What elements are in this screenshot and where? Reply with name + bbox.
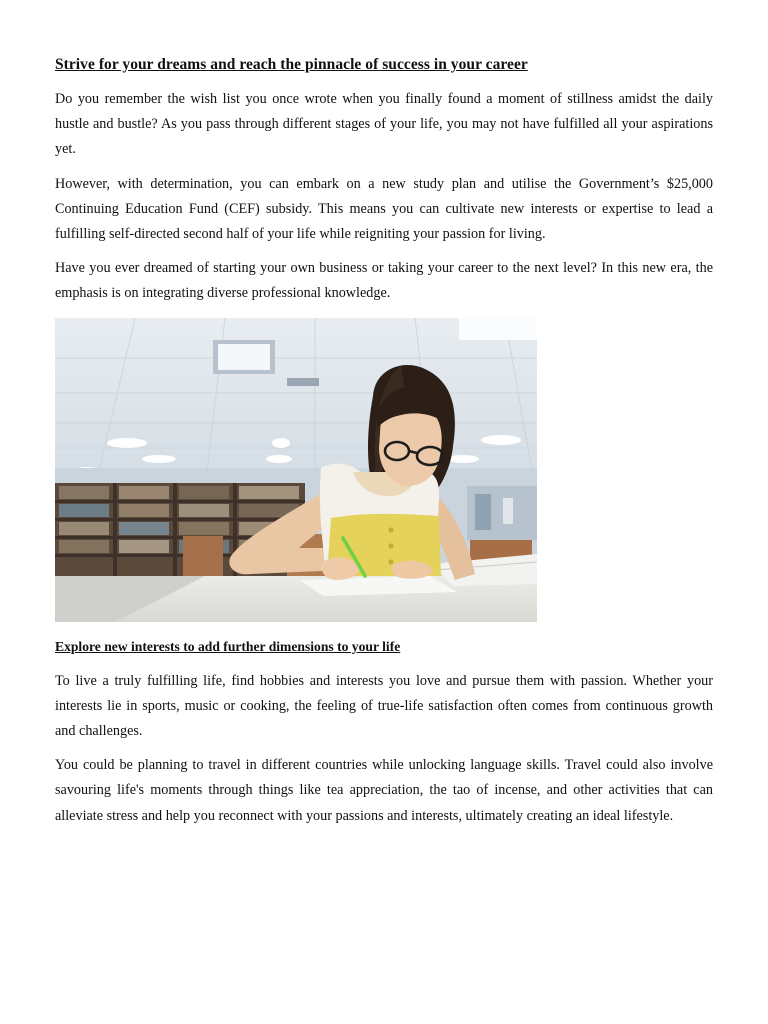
paragraph: Have you ever dreamed of starting your own business or taking your career to the next level? In this new era, the emphasis is on integrating diverse professional knowledge. — [55, 260, 713, 302]
paragraph: Do you remember the wish list you once wrote when you finally found a moment of stillness amidst the daily hustle and bustle? As you pass through different stages of your life, you may not have fulfilled all your aspirations yet. — [55, 91, 713, 158]
article — [55, 53, 713, 838]
section-subheading: Explore new interests to add further dimensions to your life — [55, 638, 401, 654]
article-title: Strive for your dreams and reach the pinnacle of success in your career — [55, 56, 528, 73]
paragraph: You could be planning to travel in different countries while unlocking language skills. Travel could also involve savouring life's moments through things like tea appreciation, the tao of incense, and other activities that can alleviate stress and help you reconnect with your passions and interests, ultimately creating an ideal lifestyle. — [55, 757, 713, 824]
paragraph: To live a truly fulfilling life, find hobbies and interests you love and pursue them with passion. Whether your interests lie in sports, music or cooking, the feeling of true-life satisfaction often comes from continuous growth and challenges. — [55, 672, 713, 740]
library-student-photo — [55, 318, 537, 622]
paragraph: However, with determination, you can embark on a new study plan and utilise the Government’s $25,000 Continuing Education Fund (CEF) subsidy. This means you can cultivate new interests or expertise to lead a fulfilling self-directed second half of your life while reigniting your passion for living. — [55, 175, 713, 243]
